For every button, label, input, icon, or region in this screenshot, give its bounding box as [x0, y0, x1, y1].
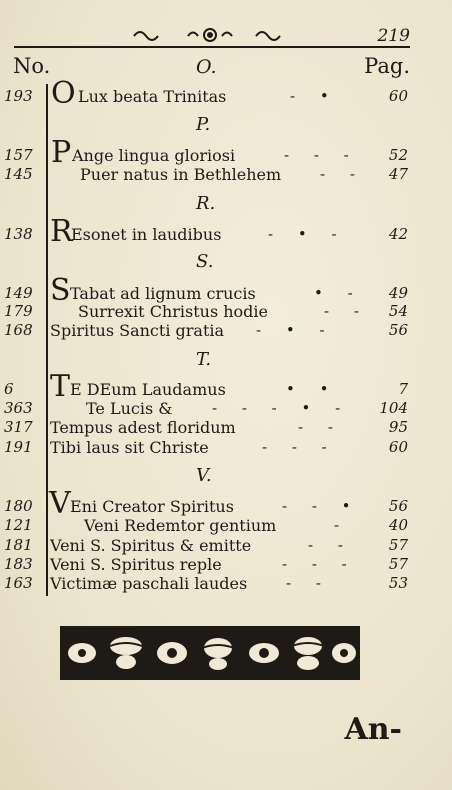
leader-dots: - -	[286, 574, 331, 592]
hymn-number: 138	[4, 225, 33, 243]
index-row	[0, 76, 452, 111]
index-row	[0, 516, 452, 538]
hymn-number: 168	[4, 321, 33, 339]
hymn-number: 193	[4, 87, 33, 105]
top-ornament	[130, 24, 290, 46]
initial-capital: O	[51, 76, 76, 111]
index-row	[0, 165, 452, 187]
initial-capital: S	[50, 273, 71, 308]
leader-dots: -	[334, 516, 350, 534]
page-ref: 40	[388, 516, 408, 534]
leader-dots: - • -	[256, 321, 335, 339]
page-ref: 42	[388, 225, 408, 243]
leader-dots: - •	[290, 87, 339, 105]
hymn-title: Veni Redemtor gentium	[84, 516, 277, 535]
hymn-number: 183	[4, 555, 33, 573]
hymn-title: Surrexit Christus hodie	[78, 302, 269, 321]
page-ref: 60	[388, 87, 408, 105]
index-row	[0, 214, 452, 249]
leader-dots: - - -	[262, 438, 337, 456]
hymn-title: Veni S. Spiritus & emitte	[50, 536, 252, 555]
column-header-number: No.	[13, 54, 51, 78]
hymn-number: 191	[4, 438, 33, 456]
leader-dots: - - - • -	[212, 399, 351, 417]
fleuron-ornament-icon	[60, 626, 360, 680]
page-ref: 54	[388, 302, 408, 320]
page-ref: 53	[388, 574, 408, 592]
section-letter-s: S.	[196, 251, 214, 272]
hymn-title: Veni S. Spiritus reple	[50, 555, 222, 574]
leader-dots: - -	[308, 536, 353, 554]
hymn-title: E DEum Laudamus	[70, 380, 226, 399]
initial-capital: T	[50, 369, 71, 404]
hymn-title: Te Lucis &	[86, 399, 173, 418]
initial-capital: V	[49, 486, 71, 521]
leader-dots: • •	[286, 380, 339, 398]
head-ornament-icon	[130, 24, 290, 46]
index-row	[0, 418, 452, 440]
hymn-title: Tabat ad lignum crucis	[70, 284, 256, 303]
page-ref: 57	[388, 536, 408, 554]
leader-dots: - -	[324, 302, 369, 320]
hymn-title: Lux beata Trinitas	[78, 87, 227, 106]
index-row	[0, 574, 452, 596]
page-ref: 49	[388, 284, 408, 302]
column-header-page: Pag.	[364, 54, 410, 78]
hymn-title: Victimæ paschali laudes	[50, 574, 248, 593]
page-ref: 57	[388, 555, 408, 573]
leader-dots: - - -	[284, 146, 359, 164]
index-row	[0, 321, 452, 343]
hymn-title: Tibi laus sit Christe	[50, 438, 209, 457]
hymn-number: 6	[4, 380, 14, 398]
leader-dots: - - •	[282, 497, 361, 515]
index-row	[0, 438, 452, 460]
hymn-number: 179	[4, 302, 33, 320]
page-ref: 7	[398, 380, 408, 398]
hymn-number: 145	[4, 165, 33, 183]
page-ref: 104	[379, 399, 408, 417]
leader-dots: - - -	[282, 555, 357, 573]
page-ref: 56	[388, 321, 408, 339]
hymn-number: 363	[4, 399, 33, 417]
column-header-letter: O.	[196, 56, 217, 78]
header-rule	[14, 46, 410, 48]
initial-capital: R	[50, 214, 73, 249]
page-ref: 47	[388, 165, 408, 183]
hymn-number: 180	[4, 497, 33, 515]
hymn-number: 157	[4, 146, 33, 164]
hymn-number: 317	[4, 418, 33, 436]
section-letter-t: T.	[196, 349, 212, 370]
hymn-title: Eni Creator Spiritus	[70, 497, 234, 516]
page-ref: 95	[388, 418, 408, 436]
initial-capital: P	[51, 135, 72, 170]
page-ref: 56	[388, 497, 408, 515]
page-ref: 60	[388, 438, 408, 456]
leader-dots: - -	[320, 165, 365, 183]
section-letter-v: V.	[196, 465, 212, 486]
section-letter-r: R.	[196, 193, 216, 214]
hymn-number: 163	[4, 574, 33, 592]
hymn-title: Tempus adest floridum	[50, 418, 236, 437]
leader-dots: - • -	[268, 225, 347, 243]
leader-dots: • -	[314, 284, 363, 302]
section-letter-p: P.	[196, 114, 211, 135]
page-ref: 52	[388, 146, 408, 164]
catchword: An-	[344, 712, 402, 747]
leader-dots: - -	[298, 418, 343, 436]
hymn-title: Puer natus in Bethlehem	[80, 165, 282, 184]
page-number: 219	[377, 26, 410, 46]
hymn-number: 149	[4, 284, 33, 302]
hymn-title: Spiritus Sancti gratia	[50, 321, 225, 340]
hymn-number: 181	[4, 536, 33, 554]
hymn-title: Ange lingua gloriosi	[72, 146, 236, 165]
hymn-title: Esonet in laudibus	[71, 225, 222, 244]
hymn-number: 121	[4, 516, 33, 534]
